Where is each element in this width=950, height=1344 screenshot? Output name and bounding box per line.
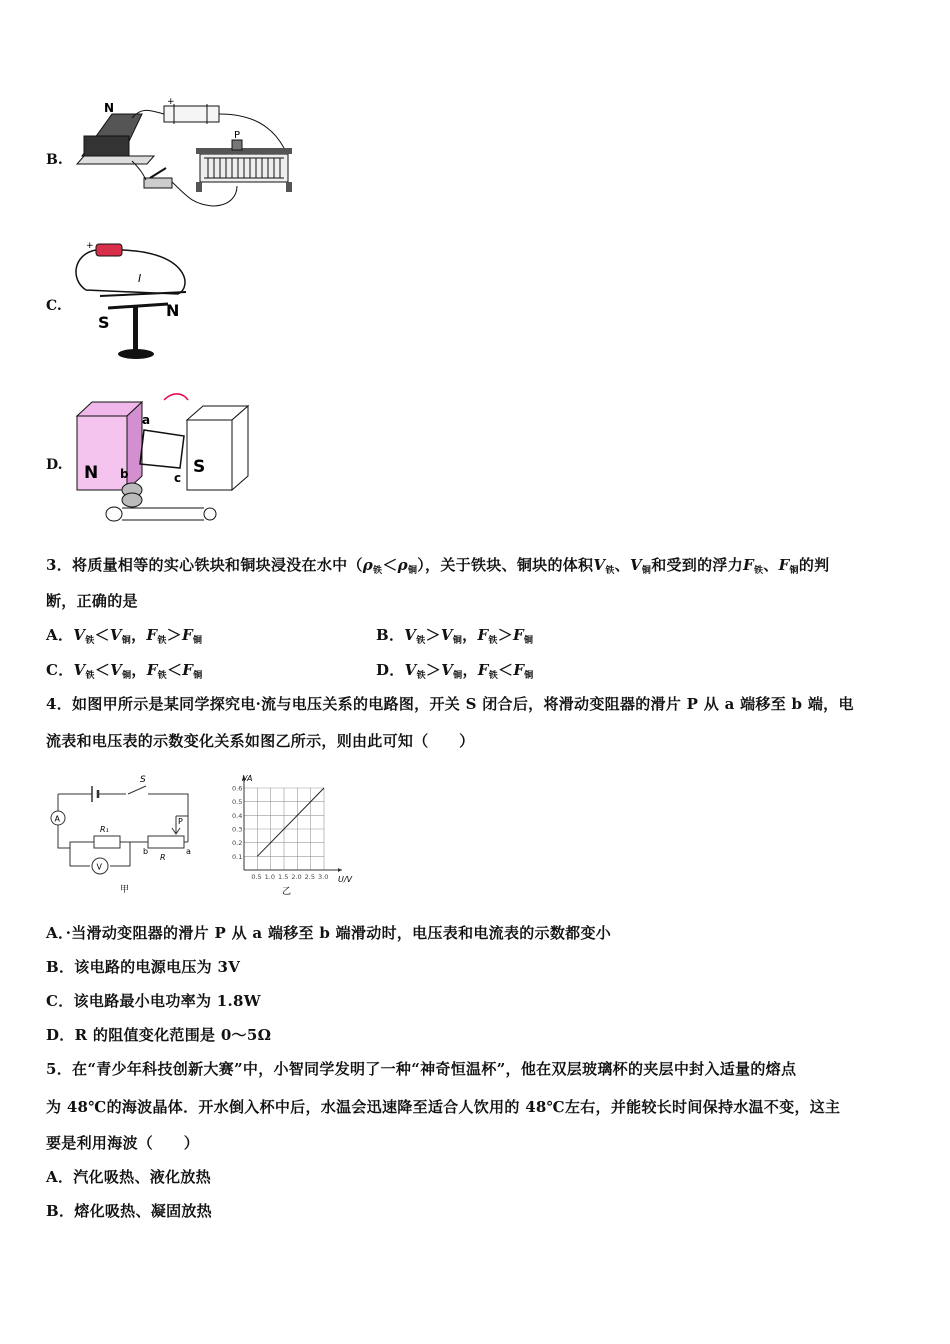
x-tick-label: 1.5 [278, 873, 289, 881]
resistor-r1 [94, 836, 120, 848]
q5-option-b[interactable]: B．熔化吸热、凝固放热 [46, 1202, 212, 1220]
point-c-label: c [174, 471, 182, 485]
q5-stem-line3: 要是利用海波（ ） [46, 1134, 200, 1152]
q4-option-a[interactable]: A．·当滑动变阻器的滑片 P 从 a 端移至 b 端滑动时，电压表和电流表的示数都变小 [46, 924, 612, 942]
q4-stem-line1: 4．如图甲所示是某同学探究电·流与电压关系的电路图，开关 S 闭合后，将滑动变阻器的滑片 P 从 a 端移至 b 端，电 [46, 695, 854, 713]
q3-option-b[interactable]: B．$V_铁>V_铜$，$F_铁>F_铜$ [376, 626, 534, 646]
r-label: R [160, 853, 166, 862]
y-tick-label: 0.2 [232, 839, 243, 848]
q5-stem-line1: 5．在“青少年科技创新大赛”中，小智同学发明了一种“神奇恒温杯”，他在双层玻璃杯的夹层中封入适量的熔点 [46, 1060, 797, 1078]
q5-option-a[interactable]: A．汽化吸热、液化放热 [46, 1168, 211, 1186]
circuit-caption: 甲 [120, 885, 130, 895]
q4-stem-line2: 流表和电压表的示数变化关系如图乙所示，则由此可知（ ） [46, 732, 475, 750]
q3-stem-line1: 3．将质量相等的实心铁块和铜块浸没在水中$(\rho_铁<\rho_铜)$，关于铁块、铜块的体积$V_铁$、$V_铜$和受到的浮力$F_铁$、$F_铜$的判 [46, 556, 830, 576]
battery-icon [164, 97, 219, 124]
current-label: I [138, 272, 142, 285]
chart-y-axis-label: I/A [242, 774, 253, 783]
figure-b-magnet-circuit [72, 96, 297, 214]
rheostat-icon [196, 130, 292, 192]
voltmeter-label: V [96, 862, 102, 872]
y-tick-label: 0.1 [232, 852, 243, 861]
q4-circuit-diagram [46, 770, 204, 898]
chart-axes [242, 776, 342, 872]
p-label: P [178, 817, 183, 826]
option-d-label: D. [46, 457, 63, 473]
q4-option-c[interactable]: C．该电路最小电功率为 1.8W [46, 992, 261, 1010]
magnet-n-block [77, 402, 142, 490]
ammeter-label: A [54, 814, 60, 824]
y-tick-label: 0.6 [232, 784, 243, 793]
switch-label: S [140, 775, 146, 785]
pole-s-label: S [98, 313, 110, 332]
compass-needle-icon [108, 304, 168, 359]
option-c-label: C. [46, 298, 62, 314]
q3-stem-line2: 断，正确的是 [46, 592, 138, 610]
y-tick-label: 0.3 [232, 825, 243, 834]
figure-c-oersted [68, 232, 198, 364]
option-b-label: B. [46, 152, 63, 168]
rotation-arrow-icon [164, 394, 188, 400]
q4-iu-chart [214, 770, 364, 898]
r1-label: R₁ [100, 825, 109, 834]
chart-series [257, 788, 324, 856]
figure-d-generator [72, 390, 254, 530]
magnet-s-block [187, 406, 248, 490]
chart-x-axis-label: U/V [338, 875, 353, 884]
q3-option-d[interactable]: D．$V_铁>V_铜$，$F_铁<F_铜$ [376, 661, 534, 681]
y-tick-label: 0.5 [232, 798, 243, 807]
x-tick-label: 2.5 [304, 873, 316, 881]
battery-icon [86, 241, 122, 256]
pole-n-label: N [166, 301, 180, 320]
q3-option-c[interactable]: C．$V_铁<V_铜$，$F_铁<F_铜$ [46, 661, 203, 681]
a-end-label: a [186, 847, 191, 856]
pole-n-label: N [104, 101, 115, 115]
x-tick-label: 0.5 [251, 873, 262, 881]
pole-s-label: S [193, 457, 206, 477]
slider-p-label: P [234, 130, 241, 141]
x-tick-label: 2.0 [291, 873, 302, 881]
x-tick-label: 3.0 [318, 873, 329, 881]
x-tick-label: 1.0 [264, 873, 276, 881]
point-a-label: a [142, 413, 151, 427]
svg-text:+: + [167, 97, 175, 107]
rheostat-r [148, 836, 184, 848]
point-b-label: b [120, 467, 129, 481]
pole-n-label: N [84, 463, 99, 483]
svg-text:+: + [86, 241, 94, 251]
switch-icon [144, 168, 172, 188]
q3-option-a[interactable]: A．$V_铁<V_铜$，$F_铁>F_铜$ [46, 626, 203, 646]
x-axis-arrow-icon [338, 868, 342, 872]
q5-stem-line2: 为 48℃的海波晶体．开水倒入杯中后，水温会迅速降至适合人饮用的 48℃左右，并能较长时间保持水温不变，这主 [46, 1098, 841, 1116]
chart-caption: 乙 [282, 887, 292, 897]
series-line [257, 788, 324, 856]
b-end-label: b [143, 847, 149, 856]
y-tick-label: 0.4 [232, 811, 243, 820]
q4-option-d[interactable]: D．R 的阻值变化范围是 0～5Ω [46, 1026, 272, 1044]
q4-option-b[interactable]: B．该电路的电源电压为 3V [46, 958, 241, 976]
